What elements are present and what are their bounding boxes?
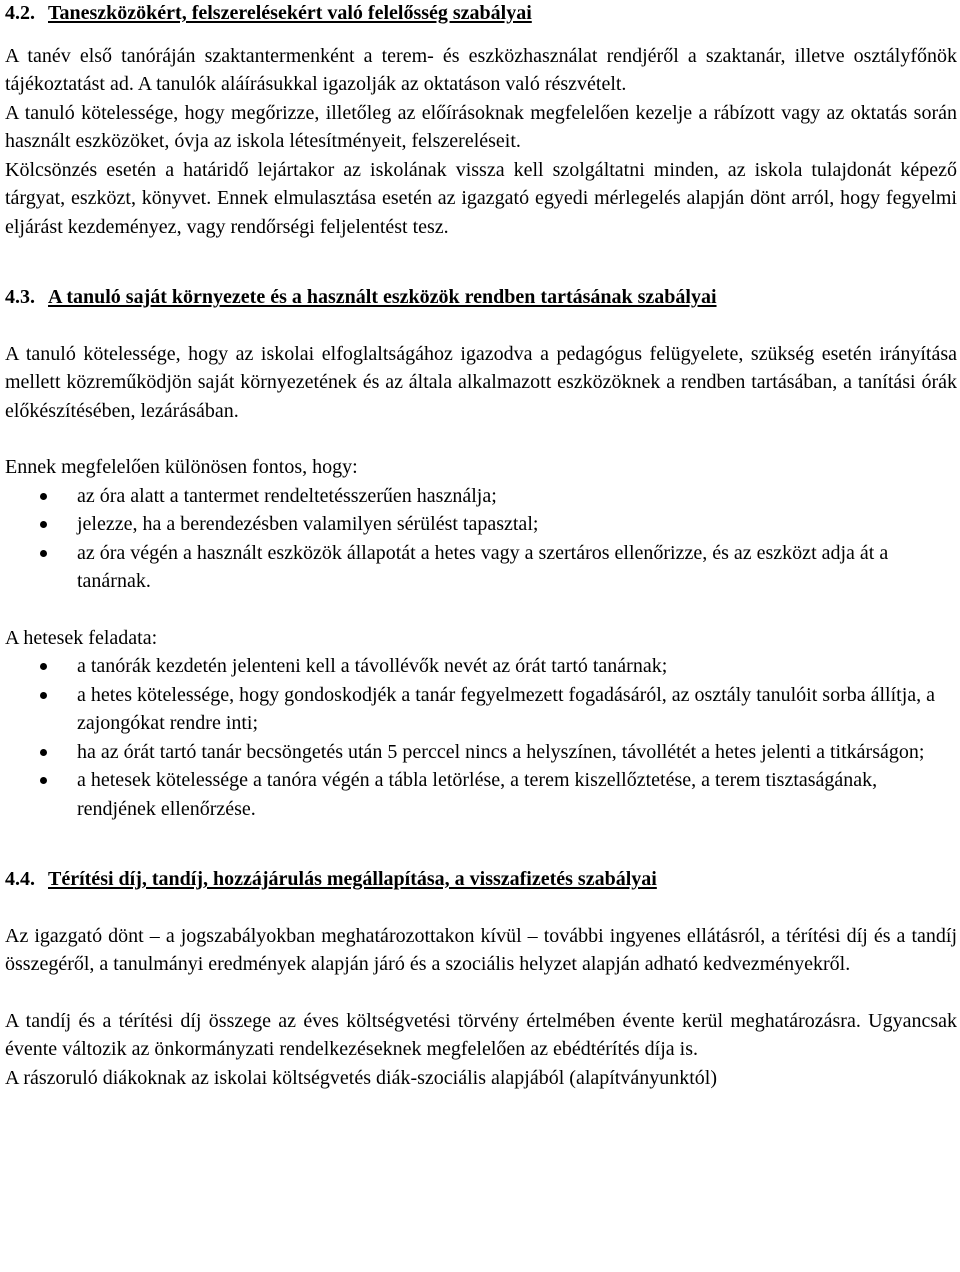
list-item bbox=[5, 539, 957, 596]
duties-list bbox=[5, 652, 957, 823]
duties-intro: A hetesek feladata: bbox=[5, 626, 158, 649]
list-item bbox=[5, 482, 957, 511]
section-number: 4.3. bbox=[5, 286, 35, 308]
important-intro: Ennek megfelelően különösen fontos, hogy: bbox=[5, 456, 358, 478]
section-4-3-heading bbox=[5, 283, 957, 312]
section-4-2-paragraph-3: Kölcsönzés esetén a határidő lejártakor az iskolának vissza kell szolgáltatni minden, az iskola tulajdonát képező tárgyat, eszközt, könyvet. Ennek elmulasztása esetén az igazgató egyedi mérlegelés alapján dönt arról, hogy fegyelmi eljárást kezdeményez, vagy rendőrségi feljelentést tesz. bbox=[5, 158, 957, 238]
section-number: 4.2. bbox=[5, 2, 35, 24]
list-item-text: az óra végén a használt eszközök állapotát a hetes vagy a szertáros ellenőrizze, és az eszközt adja át a tanárnak. bbox=[77, 541, 889, 592]
bullet-icon bbox=[40, 663, 47, 670]
bullet-icon bbox=[40, 493, 47, 500]
section-4-3-paragraph-1: A tanuló kötelessége, hogy az iskolai elfoglaltságához igazodva a pedagógus felügyelete, szükség esetén irányítása mellett közreműködjön saját környezetének és az általa alkalmazott eszközöknek a rendben tartásában, a tanítási órák előkészítésében, lezárásában. bbox=[5, 342, 957, 422]
list-item bbox=[5, 766, 957, 823]
bullet-icon bbox=[40, 692, 47, 699]
bullet-icon bbox=[40, 777, 47, 784]
bullet-icon bbox=[40, 550, 47, 557]
section-number: 4.4. bbox=[5, 868, 35, 890]
list-item-text: jelezze, ha a berendezésben valamilyen sérülést tapasztal; bbox=[77, 513, 539, 535]
section-4-2-heading bbox=[5, 0, 957, 28]
list-item-text: ha az órát tartó tanár becsöngetés után 5 perccel nincs a helyszínen, távollétét a hetes jelenti a titkárságon; bbox=[77, 740, 925, 763]
list-item-text: a hetesek kötelessége a tanóra végén a tábla letörlése, a terem kiszellőztetése, a terem tisztaságának, rendjének ellenőrzése. bbox=[77, 769, 878, 820]
section-title: Térítési díj, tandíj, hozzájárulás megállapítása, a visszafizetés szabályai bbox=[48, 868, 657, 890]
section-4-4-heading bbox=[5, 865, 957, 894]
bullet-icon bbox=[40, 749, 47, 756]
section-title: Taneszközökért, felszerelésekért való felelősség szabályai bbox=[48, 2, 532, 24]
document-page bbox=[5, 0, 957, 1092]
section-title: A tanuló saját környezete és a használt eszközök rendben tartásának szabályai bbox=[48, 286, 717, 308]
list-item bbox=[5, 681, 957, 738]
list-item-text: a tanórák kezdetén jelenteni kell a távollévők nevét az órát tartó tanárnak; bbox=[77, 655, 668, 677]
section-4-2-paragraph-2: A tanuló kötelessége, hogy megőrizze, illetőleg az előírásoknak megfelelően kezelje a rábízott vagy az oktatás során használt eszközöket, óvja az iskola létesítményeit, felszereléseit. bbox=[5, 101, 957, 152]
section-4-4-paragraph-2: A tandíj és a térítési díj összege az éves költségvetési törvény értelmében évente kerül meghatározásra. Ugyancsak évente változik az önkormányzati rendelkezéseknek megfelelően az ebédtérítés díja is. bbox=[5, 1009, 957, 1060]
section-4-2-paragraph-1: A tanév első tanóráján szaktantermenként a terem- és eszközhasználat rendjéről a szaktanár, illetve osztályfőnök tájékoztatást ad. A tanulók aláírásukkal igazolják az oktatáson való részvételt. bbox=[5, 44, 957, 95]
section-4-4-paragraph-1: Az igazgató dönt – a jogszabályokban meghatározottakon kívül – további ingyenes ellátásról, a térítési díj és a tandíj összegéről, a tanulmányi eredmények alapján járó és a szociális helyzet alapján adható kedvezményekről. bbox=[5, 924, 957, 975]
list-item-text: az óra alatt a tantermet rendeltetésszerűen használja; bbox=[77, 484, 497, 507]
list-item bbox=[5, 652, 957, 681]
section-4-4-paragraph-3: A rászoruló diákoknak az iskolai költségvetés diák-szociális alapjából (alapítványunktól) bbox=[5, 1066, 718, 1089]
list-item bbox=[5, 510, 957, 539]
bullet-icon bbox=[40, 521, 47, 528]
list-item bbox=[5, 738, 957, 767]
list-item-text: a hetes kötelessége, hogy gondoskodjék a tanár fegyelmezett fogadásáról, az osztály tanulóit sorba állítja, a zajongókat rendre inti; bbox=[77, 683, 936, 734]
important-list bbox=[5, 482, 957, 596]
